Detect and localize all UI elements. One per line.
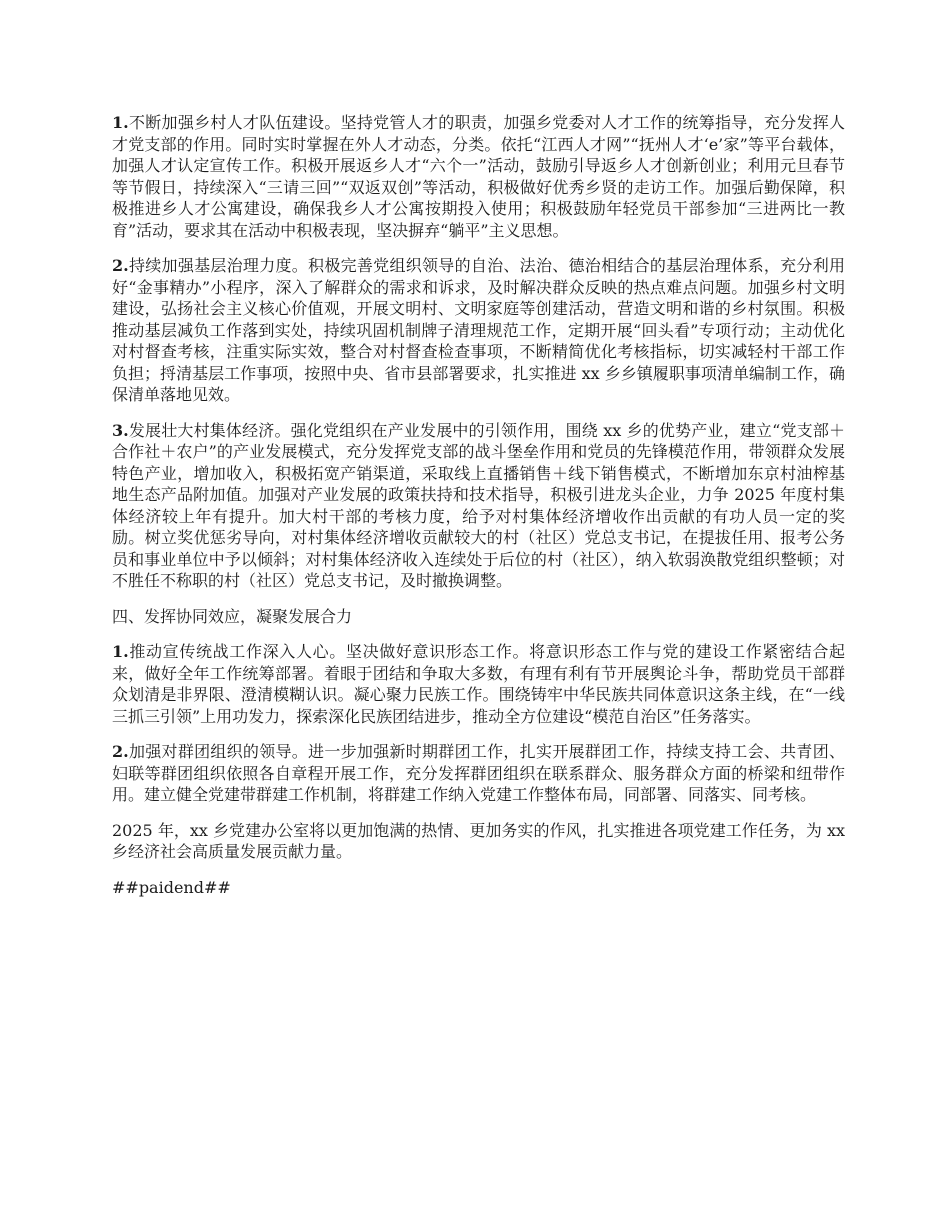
paragraph-number: 2.	[112, 742, 129, 761]
paragraph-number: 1.	[112, 642, 129, 661]
paragraph-collective-economy	[112, 420, 845, 592]
paragraph-text: 持续加强基层治理力度。积极完善党组织领导的自治、法治、德治相结合的基层治理体系，充分利用好“金事精办”小程序，深入了解群众的需求和诉求，及时解决群众反映的热点难点问题。加强乡村文明建设，弘扬社会主义核心价值观，开展文明村、文明家庭等创建活动，营造文明和谐的乡村氛围。积极推动基层减负工作落到实处，持续巩固机制牌子清理规范工作，定期开展“回头看”专项行动；主动优化对村督查考核，注重实际实效，整合对村督查检查事项，不断精简优化考核指标，切实减轻村干部工作负担；捋清基层工作事项，按照中央、省市县部署要求，扎实推进 xx 乡乡镇履职事项清单编制工作，确保清单落地见效。	[112, 256, 845, 404]
closing-paragraph: 2025 年，xx 乡党建办公室将以更加饱满的热情、更加务实的作风，扎实推进各项党建工作任务，为 xx 乡经济社会高质量发展贡献力量。	[112, 820, 845, 861]
section-heading: 四、发挥协同效应，凝聚发展合力	[112, 606, 353, 626]
paragraph-number: 2.	[112, 256, 129, 275]
end-marker: ##paidend##	[112, 877, 231, 897]
paragraph-talent-team	[112, 112, 845, 241]
paragraph-text: 推动宣传统战工作深入人心。坚决做好意识形态工作。将意识形态工作与党的建设工作紧密结合起来，做好全年工作统筹部署。着眼于团结和争取大多数，有理有利有节开展舆论斗争，帮助党员干部群众划清是非界限、澄清模糊认识。凝心聚力民族工作。围绕铸牢中华民族共同体意识这条主线，在“一线三抓三引领”上用功发力，探索深化民族团结进步，推动全方位建设“模范自治区”任务落实。	[112, 642, 845, 726]
paragraph-grassroots-governance	[112, 255, 845, 406]
document-page	[112, 112, 845, 898]
paragraph-number: 1.	[112, 113, 129, 132]
paragraph-number: 3.	[112, 420, 129, 440]
paragraph-text: 发展壮大村集体经济。强化党组织在产业发展中的引领作用，围绕 xx 乡的优势产业，建立“党支部＋合作社＋农户”的产业发展模式，充分发挥党支部的战斗堡垒作用和党员的先锋模范作用，带领群众发展特色产业，增加收入，积极拓宽产销渠道，采取线上直播销售＋线下销售模式，不断增加东京村油榨基地生态产品附加值。加强对产业发展的政策扶持和技术指导，积极引进龙头企业，力争 2025 年度村集体经济较上年有提升。加大村干部的考核力度，给予对村集体经济增收作出贡献的有功人员一定的奖励。树立奖优惩劣导向，对村集体经济增收贡献较大的村（社区）党总支书记，在提拔任用、报考公务员和事业单位中予以倾斜；对村集体经济收入连续处于后位的村（社区），纳入软弱涣散党组织整顿；对不胜任不称职的村（社区）党总支书记，及时撤换调整。	[112, 420, 845, 590]
paragraph-text: 加强对群团组织的领导。进一步加强新时期群团工作，扎实开展群团工作，持续支持工会、共青团、妇联等群团组织依照各自章程开展工作，充分发挥群团组织在联系群众、服务群众方面的桥梁和纽带作用。建立健全党建带群建工作机制，将群建工作纳入党建工作整体布局，同部署、同落实、同考核。	[112, 742, 845, 804]
paragraph-text: 不断加强乡村人才队伍建设。坚持党管人才的职责，加强乡党委对人才工作的统筹指导，充分发挥人才党支部的作用。同时实时掌握在外人才动态，分类。依托“江西人才网”“抚州人才‘e’家”等平台载体，加强人才认定宣传工作。积极开展返乡人才“六个一”活动，鼓励引导返乡人才创新创业；利用元旦春节等节假日，持续深入“三请三回”“双返双创”等活动，积极做好优秀乡贤的走访工作。加强后勤保障，积极推进乡人才公寓建设，确保我乡人才公寓按期投入使用；积极鼓励年轻党员干部参加“三进两比一教育”活动，要求其在活动中积极表现，坚决摒弃“躺平”主义思想。	[112, 113, 845, 240]
paragraph-mass-organizations	[112, 741, 845, 806]
paragraph-united-front	[112, 641, 845, 727]
